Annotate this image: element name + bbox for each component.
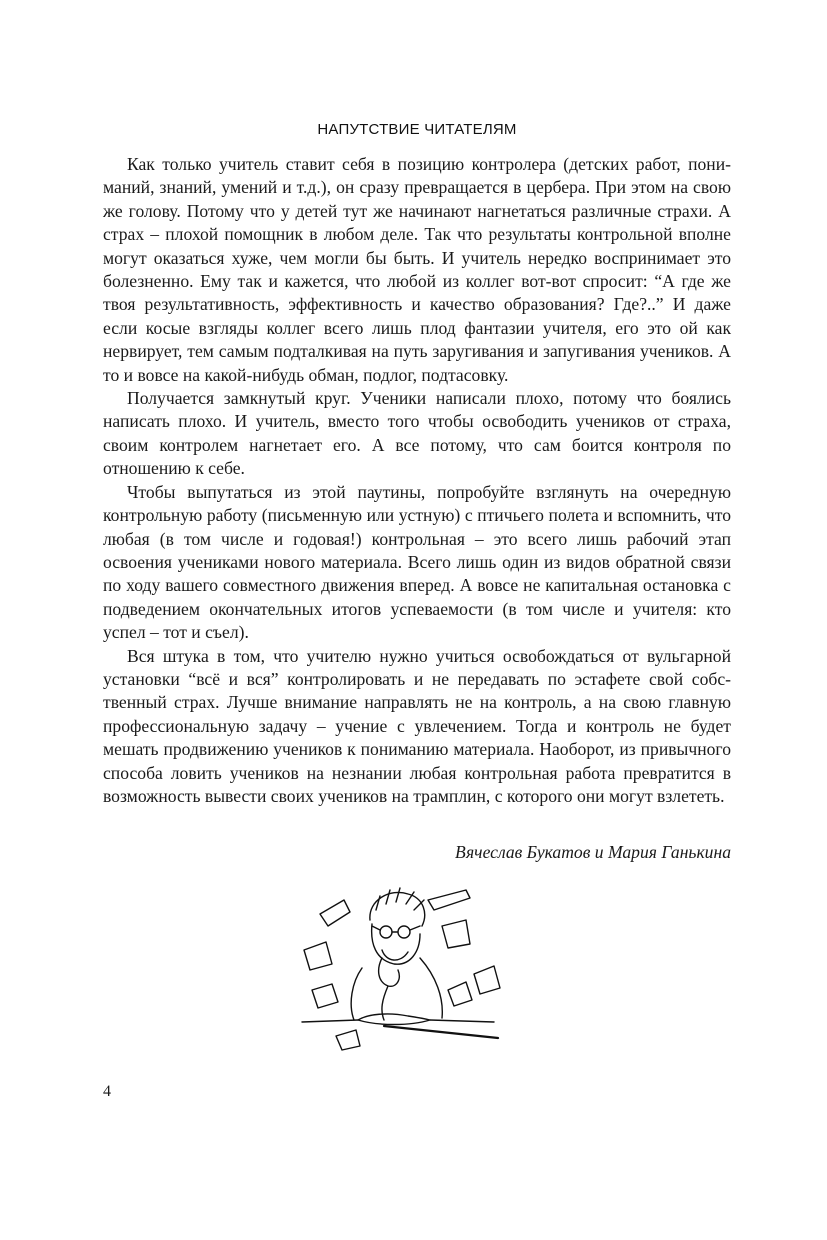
paragraph: Чтобы выпутаться из этой паутины, попробуйте взглянуть на очередную контрольную работу (письменную или устную) с птичьего полета и вспомнить, что любая (в том числе и годовая!) контрольная – это всего лишь рабочий этап освоения учениками нового материала. Всего лишь один из видов обратной связи по ходу вашего совместного движения вперед. А вовсе не капитальная остановка с подведением окончательных итогов успеваемости (в том числе и учителя: кто успел – тот и съел).: [103, 481, 731, 643]
paragraph: Как только учитель ставит себя в позицию контролера (детских работ, пониманий, знаний, умений и т.д.), он сразу превращается в цербера. При этом на свою же голову. Потому что у детей тут же начинают нагнетаться различные страхи. А страх – плохой помощник в любом деле. Так что результаты контрольной вполне могут оказаться хуже, чем могли бы быть. И учитель нередко воспринимает это болезненно. Ему так и кажется, что любой из коллег вот-вот спросит: “А где же твоя результативность, эффективность и качество образования? Где?..” И даже если косые взгляды коллег всего лишь плод фантазии учителя, его это ой как нервирует, тем самым подталкивая на путь заругивания и запугивания учеников. А то и вовсе на какой-нибудь обман, подлог, подтасовку.: [103, 154, 731, 385]
paragraph: Вся штука в том, что учителю нужно учиться освобождаться от вульгарной установки “всё и вся” контролировать и не передавать по эстафете свой собственный страх. Лучше внимание направлять не на контроль, а на свою главную профессиональную задачу – учение с увлечением. Тогда и контроль не будет мешать продвижению учеников к пониманию материала. Наоборот, из привычного способа ловить учеников на незнании любая контрольная работа превратится в возможность вывести своих учеников на трамплин, с которого они могут взлететь.: [103, 645, 731, 806]
article-body: [103, 153, 731, 808]
author-signature: Вячеслав Букатов и Мария Ганькина: [455, 842, 731, 862]
page-title: НАПУТСТВИЕ ЧИТАТЕЛЯМ: [317, 121, 517, 138]
teacher-with-papers-illustration: [298, 886, 518, 1052]
paragraph: Получается замкнутый круг. Ученики написали плохо, потому что боялись написать плохо. И учитель, вместо того чтобы освободить учеников от страха, своим контролем нагнетает его. А все потому, что сам боится контроля по отношению к себе.: [103, 388, 731, 479]
page-number: 4: [103, 1083, 111, 1100]
